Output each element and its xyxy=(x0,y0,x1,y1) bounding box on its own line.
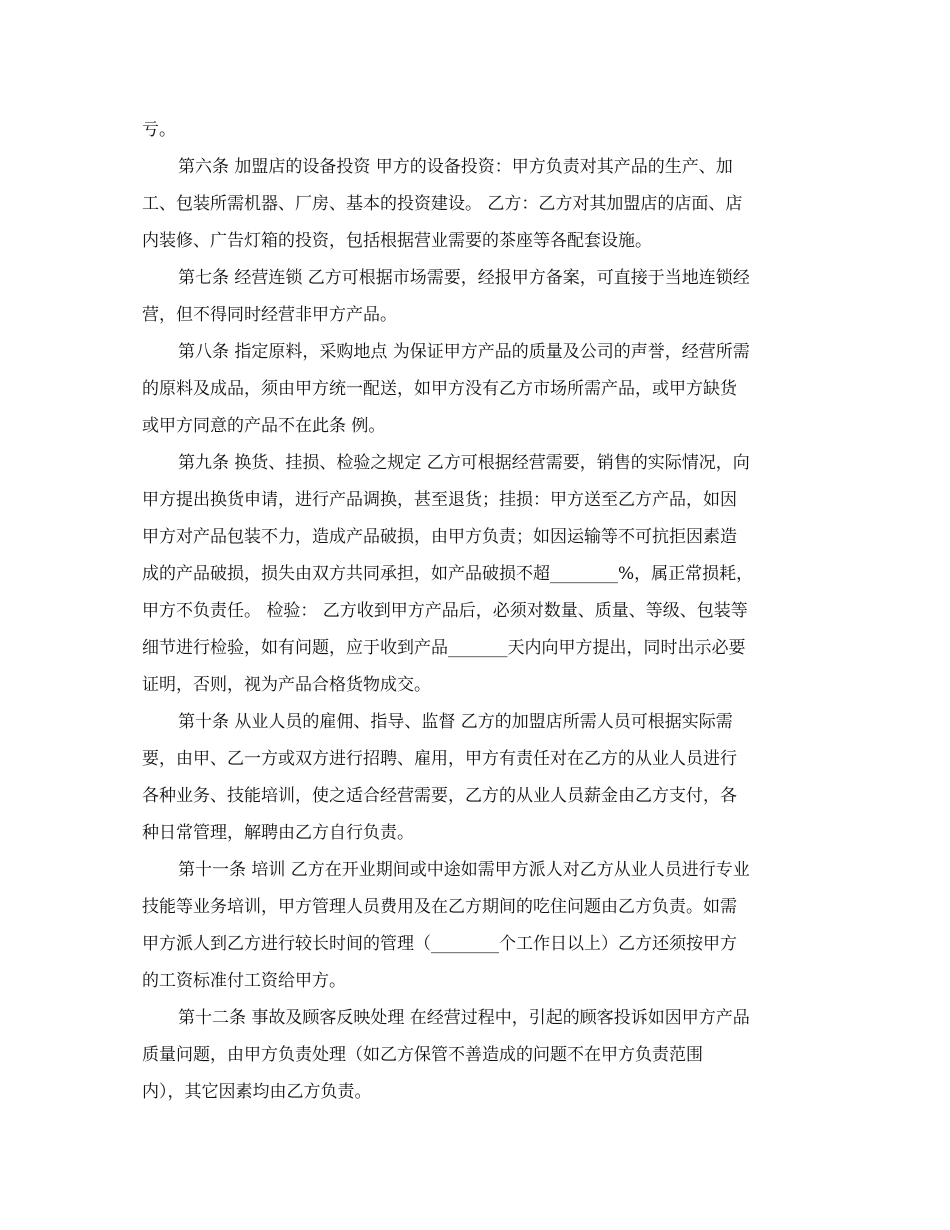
text-line: 营，但不得同时经营非甲方产品。 xyxy=(142,305,397,325)
text-line: 第六条 加盟店的设备投资 甲方的设备投资：甲方负责对其产品的生产、加 xyxy=(178,157,733,177)
text-line: 的原料及成品，须由甲方统一配送，如甲方没有乙方市场所需产品，或甲方缺货 xyxy=(142,379,737,399)
text-line: 技能等业务培训，甲方管理人员费用及在乙方期间的吃住问题由乙方负责。如需 xyxy=(142,897,737,917)
text-line: 第七条 经营连锁 乙方可根据市场需要，经报甲方备案，可直接于当地连锁经 xyxy=(178,268,750,288)
text-line: 各种业务、技能培训，使之适合经营需要，乙方的从业人员薪金由乙方支付，各 xyxy=(142,786,737,806)
text-line: 工、包装所需机器、厂房、基本的投资建设。 乙方：乙方对其加盟店的店面、店 xyxy=(142,194,743,214)
text-line: 要，由甲、乙一方或双方进行招聘、雇用，甲方有责任对在乙方的从业人员进行 xyxy=(142,749,737,769)
text-line: 甲方派人到乙方进行较长时间的管理（________个工作日以上）乙方还须按甲方 xyxy=(142,934,737,954)
text-line: 第九条 换货、挂损、检验之规定 乙方可根据经营需要，销售的实际情况，向 xyxy=(178,453,750,473)
text-line: 或甲方同意的产品不在此条 例。 xyxy=(142,416,386,436)
text-line: 甲方不负责任。 检验： 乙方收到甲方产品后，必须对数量、质量、等级、包装等 xyxy=(142,601,748,621)
text-line: 第八条 指定原料，采购地点 为保证甲方产品的质量及公司的声誉，经营所需 xyxy=(178,342,750,362)
text-line: 第十一条 培训 乙方在开业期间或中途如需甲方派人对乙方从业人员进行专业 xyxy=(178,860,750,880)
text-line: 细节进行检验，如有问题，应于收到产品_______天内向甲方提出，同时出示必要 xyxy=(142,638,746,658)
text-line: 内装修、广告灯箱的投资，包括根据营业需要的茶座等各配套设施。 xyxy=(142,231,652,251)
text-line: 内），其它因素均由乙方负责。 xyxy=(142,1082,372,1102)
text-line: 第十条 从业人员的雇佣、指导、监督 乙方的加盟店所需人员可根据实际需 xyxy=(178,712,733,732)
text-line: 甲方对产品包装不力，造成产品破损，由甲方负责；如因运输等不可抗拒因素造 xyxy=(142,527,737,547)
text-line: 种日常管理，解聘由乙方自行负责。 xyxy=(142,823,414,843)
text-line: 证明，否则，视为产品合格货物成交。 xyxy=(142,675,431,695)
text-line: 的工资标准付工资给甲方。 xyxy=(142,971,346,991)
text-line: 第十二条 事故及顾客反映处理 在经营过程中，引起的顾客投诉如因甲方产品 xyxy=(178,1008,750,1028)
text-line: 质量问题，由甲方负责处理（如乙方保管不善造成的问题不在甲方负责范围 xyxy=(142,1045,703,1065)
text-line: 亏。 xyxy=(142,120,176,140)
text-line: 成的产品破损，损失由双方共同承担，如产品破损不超________%，属正常损耗， xyxy=(142,564,754,584)
text-line: 甲方提出换货申请，进行产品调换，甚至退货；挂损：甲方送至乙方产品，如因 xyxy=(142,490,737,510)
